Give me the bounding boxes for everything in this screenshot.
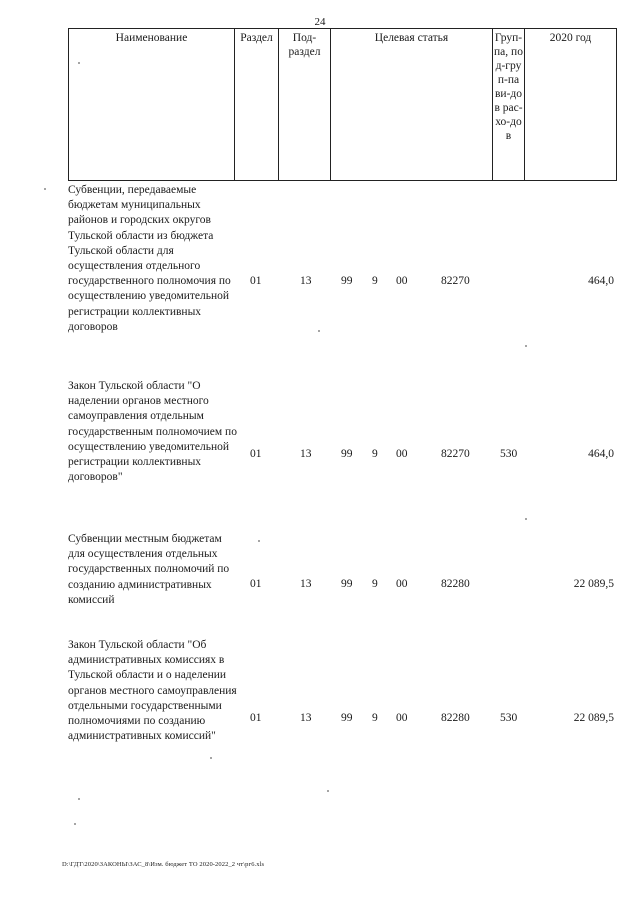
row-target-4: 82280 [441, 578, 470, 590]
row-podrazdel: 13 [300, 578, 312, 590]
header-year: 2020 год [525, 29, 617, 181]
row-sum: 464,0 [588, 448, 614, 460]
row-name: Субвенции, передаваемые бюджетам муниципальных районов и городских округов Тульской области из бюджета Тульской области для осуществления отдельного государственного полномочия по осуществлению уведомительной регистрации коллективных договоров [68, 184, 231, 333]
scan-speck [74, 823, 76, 825]
row-name: Закон Тульской области "Об административных комиссиях в Тульской области и о наделении органов местного самоуправления отдельными государственными полномочиями по созданию административных комиссий" [68, 639, 237, 743]
row-razdel: 01 [250, 578, 262, 590]
row-target-1: 99 [341, 712, 353, 724]
scan-speck [78, 798, 80, 800]
row-target-4: 82270 [441, 275, 470, 287]
row-target-2: 9 [372, 275, 378, 287]
row-target-2: 9 [372, 448, 378, 460]
scan-speck [78, 62, 80, 64]
row-group: 530 [500, 712, 518, 724]
row-name: Субвенции местным бюджетам для осуществления отдельных государственных полномочий по созданию административных комиссий [68, 533, 230, 606]
page-number: 24 [314, 16, 326, 28]
row-target-1: 99 [341, 578, 353, 590]
row-podrazdel: 13 [300, 712, 312, 724]
footer-file-path: D:\ГДТ\2020\ЗАКОНЫ\ЗАС_8\Изм. бюджет ТО 2020-2022_2 чт\рг6.xls [62, 861, 265, 868]
row-target-1: 99 [341, 448, 353, 460]
row-sum: 22 089,5 [573, 578, 614, 590]
row-target-3: 00 [396, 578, 408, 590]
header-razdel: Раздел [235, 29, 279, 181]
header-podrazdel: Под-раздел [279, 29, 331, 181]
row-target-3: 00 [396, 712, 408, 724]
scan-speck [44, 188, 46, 190]
scan-speck [525, 518, 527, 520]
row-podrazdel: 13 [300, 275, 312, 287]
row-target-2: 9 [372, 712, 378, 724]
scan-speck [318, 330, 320, 332]
scan-speck [525, 345, 527, 347]
scan-speck [210, 757, 212, 759]
row-sum: 22 089,5 [573, 712, 614, 724]
row-target-4: 82270 [441, 448, 470, 460]
row-razdel: 01 [250, 275, 262, 287]
row-razdel: 01 [250, 448, 262, 460]
row-sum: 464,0 [588, 275, 614, 287]
header-group: Груп-па, под-груп-па ви-дов рас-хо-дов [493, 29, 525, 181]
row-target-3: 00 [396, 275, 408, 287]
row-name: Закон Тульской области "О наделении органов местного самоуправления отдельным государственным полномочием по осуществлению уведомительной регистрации коллективных договоров" [68, 380, 237, 484]
scan-speck [327, 790, 329, 792]
header-name: Наименование [69, 29, 235, 181]
scan-speck [258, 540, 260, 542]
table-header [68, 28, 617, 181]
row-target-1: 99 [341, 275, 353, 287]
row-razdel: 01 [250, 712, 262, 724]
header-target: Целевая статья [331, 29, 493, 181]
row-group: 530 [500, 448, 518, 460]
row-podrazdel: 13 [300, 448, 312, 460]
row-target-4: 82280 [441, 712, 470, 724]
row-target-3: 00 [396, 448, 408, 460]
row-target-2: 9 [372, 578, 378, 590]
